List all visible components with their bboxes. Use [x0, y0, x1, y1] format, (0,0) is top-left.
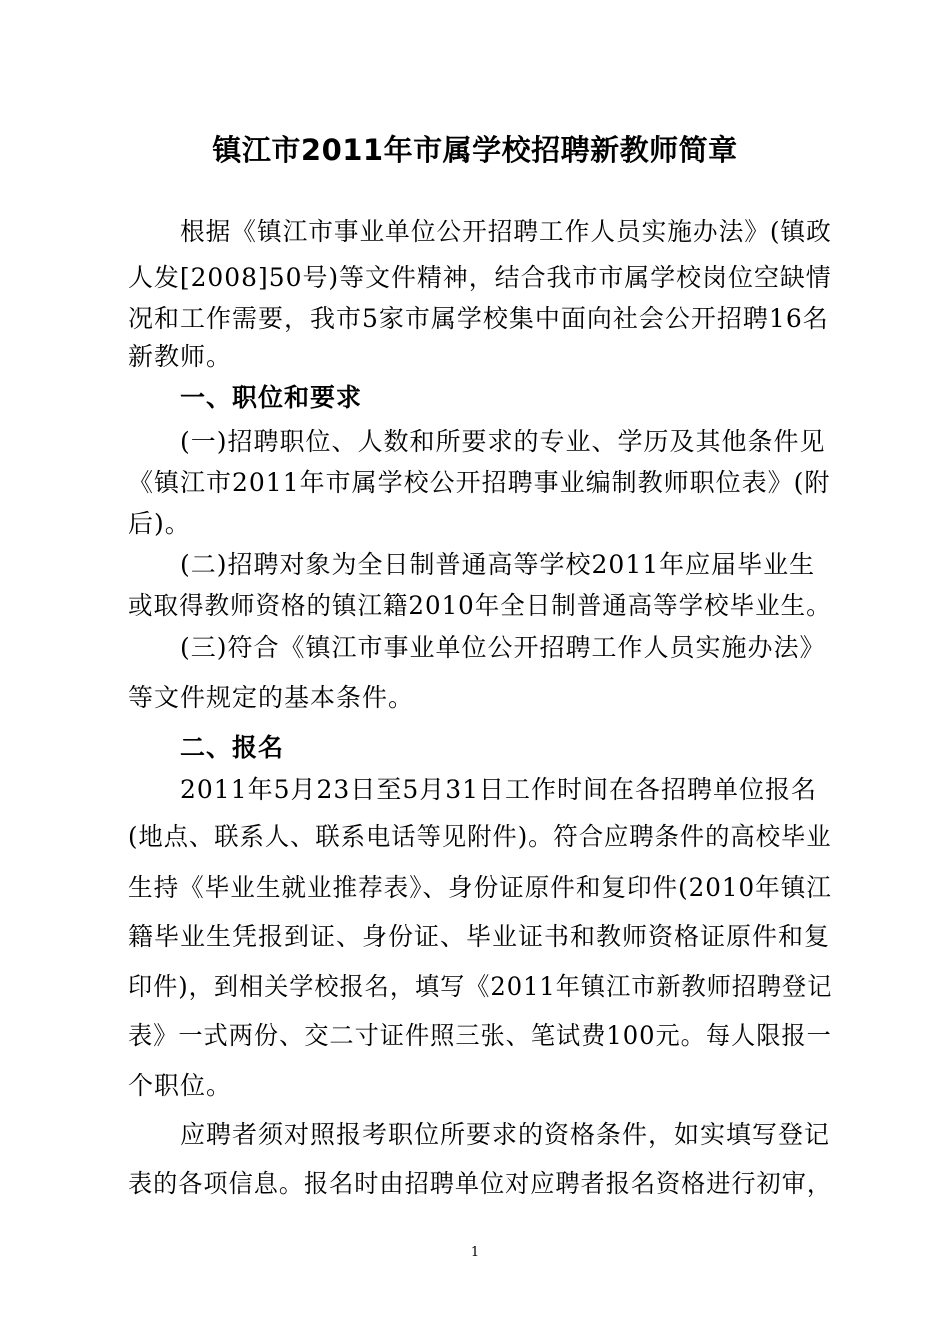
paragraph-line: 根据《镇江市事业单位公开招聘工作人员实施办法》(镇政 — [180, 217, 832, 246]
section-heading: 一、职位和要求 — [180, 383, 363, 412]
paragraph-line: 生持《毕业生就业推荐表》、身份证原件和复印件(2010年镇江 — [128, 873, 832, 902]
paragraph-line: 2011年5月23日至5月31日工作时间在各招聘单位报名 — [180, 775, 818, 804]
paragraph-line: (地点、联系人、联系电话等见附件)。符合应聘条件的高校毕业 — [128, 822, 832, 851]
paragraph-line: 《镇江市2011年市属学校公开招聘事业编制教师职位表》(附 — [128, 468, 831, 497]
paragraph-line: 表的各项信息。报名时由招聘单位对应聘者报名资格进行初审， — [128, 1169, 832, 1198]
paragraph-line: 或取得教师资格的镇江籍2010年全日制普通高等学校毕业生。 — [128, 591, 832, 620]
paragraph-line: 应聘者须对照报考职位所要求的资格条件，如实填写登记 — [180, 1120, 831, 1149]
section-heading: 二、报名 — [180, 733, 285, 762]
paragraph-line: 个职位。 — [128, 1071, 233, 1100]
document-title: 镇江市2011年市属学校招聘新教师简章 — [212, 133, 738, 167]
paragraph-line: 等文件规定的基本条件。 — [128, 683, 415, 712]
paragraph-line: (三)符合《镇江市事业单位公开招聘工作人员实施办法》 — [180, 633, 826, 662]
paragraph-line: 况和工作需要，我市5家市属学校集中面向社会公开招聘16名 — [128, 304, 829, 333]
paragraph-line: 表》一式两份、交二寸证件照三张、笔试费100元。每人限报一 — [128, 1021, 832, 1050]
paragraph-line: 新教师。 — [128, 342, 233, 371]
paragraph-line: 印件)，到相关学校报名，填写《2011年镇江市新教师招聘登记 — [128, 972, 833, 1001]
paragraph-line: 籍毕业生凭报到证、身份证、毕业证书和教师资格证原件和复 — [128, 922, 831, 951]
page-number: 1 — [470, 1245, 480, 1260]
paragraph-line: (一)招聘职位、人数和所要求的专业、学历及其他条件见 — [180, 427, 826, 456]
paragraph-line: 人发[2008]50号)等文件精神，结合我市市属学校岗位空缺情 — [128, 263, 832, 292]
paragraph-line: 后)。 — [128, 509, 191, 538]
paragraph-line: (二)招聘对象为全日制普通高等学校2011年应届毕业生 — [180, 550, 816, 579]
